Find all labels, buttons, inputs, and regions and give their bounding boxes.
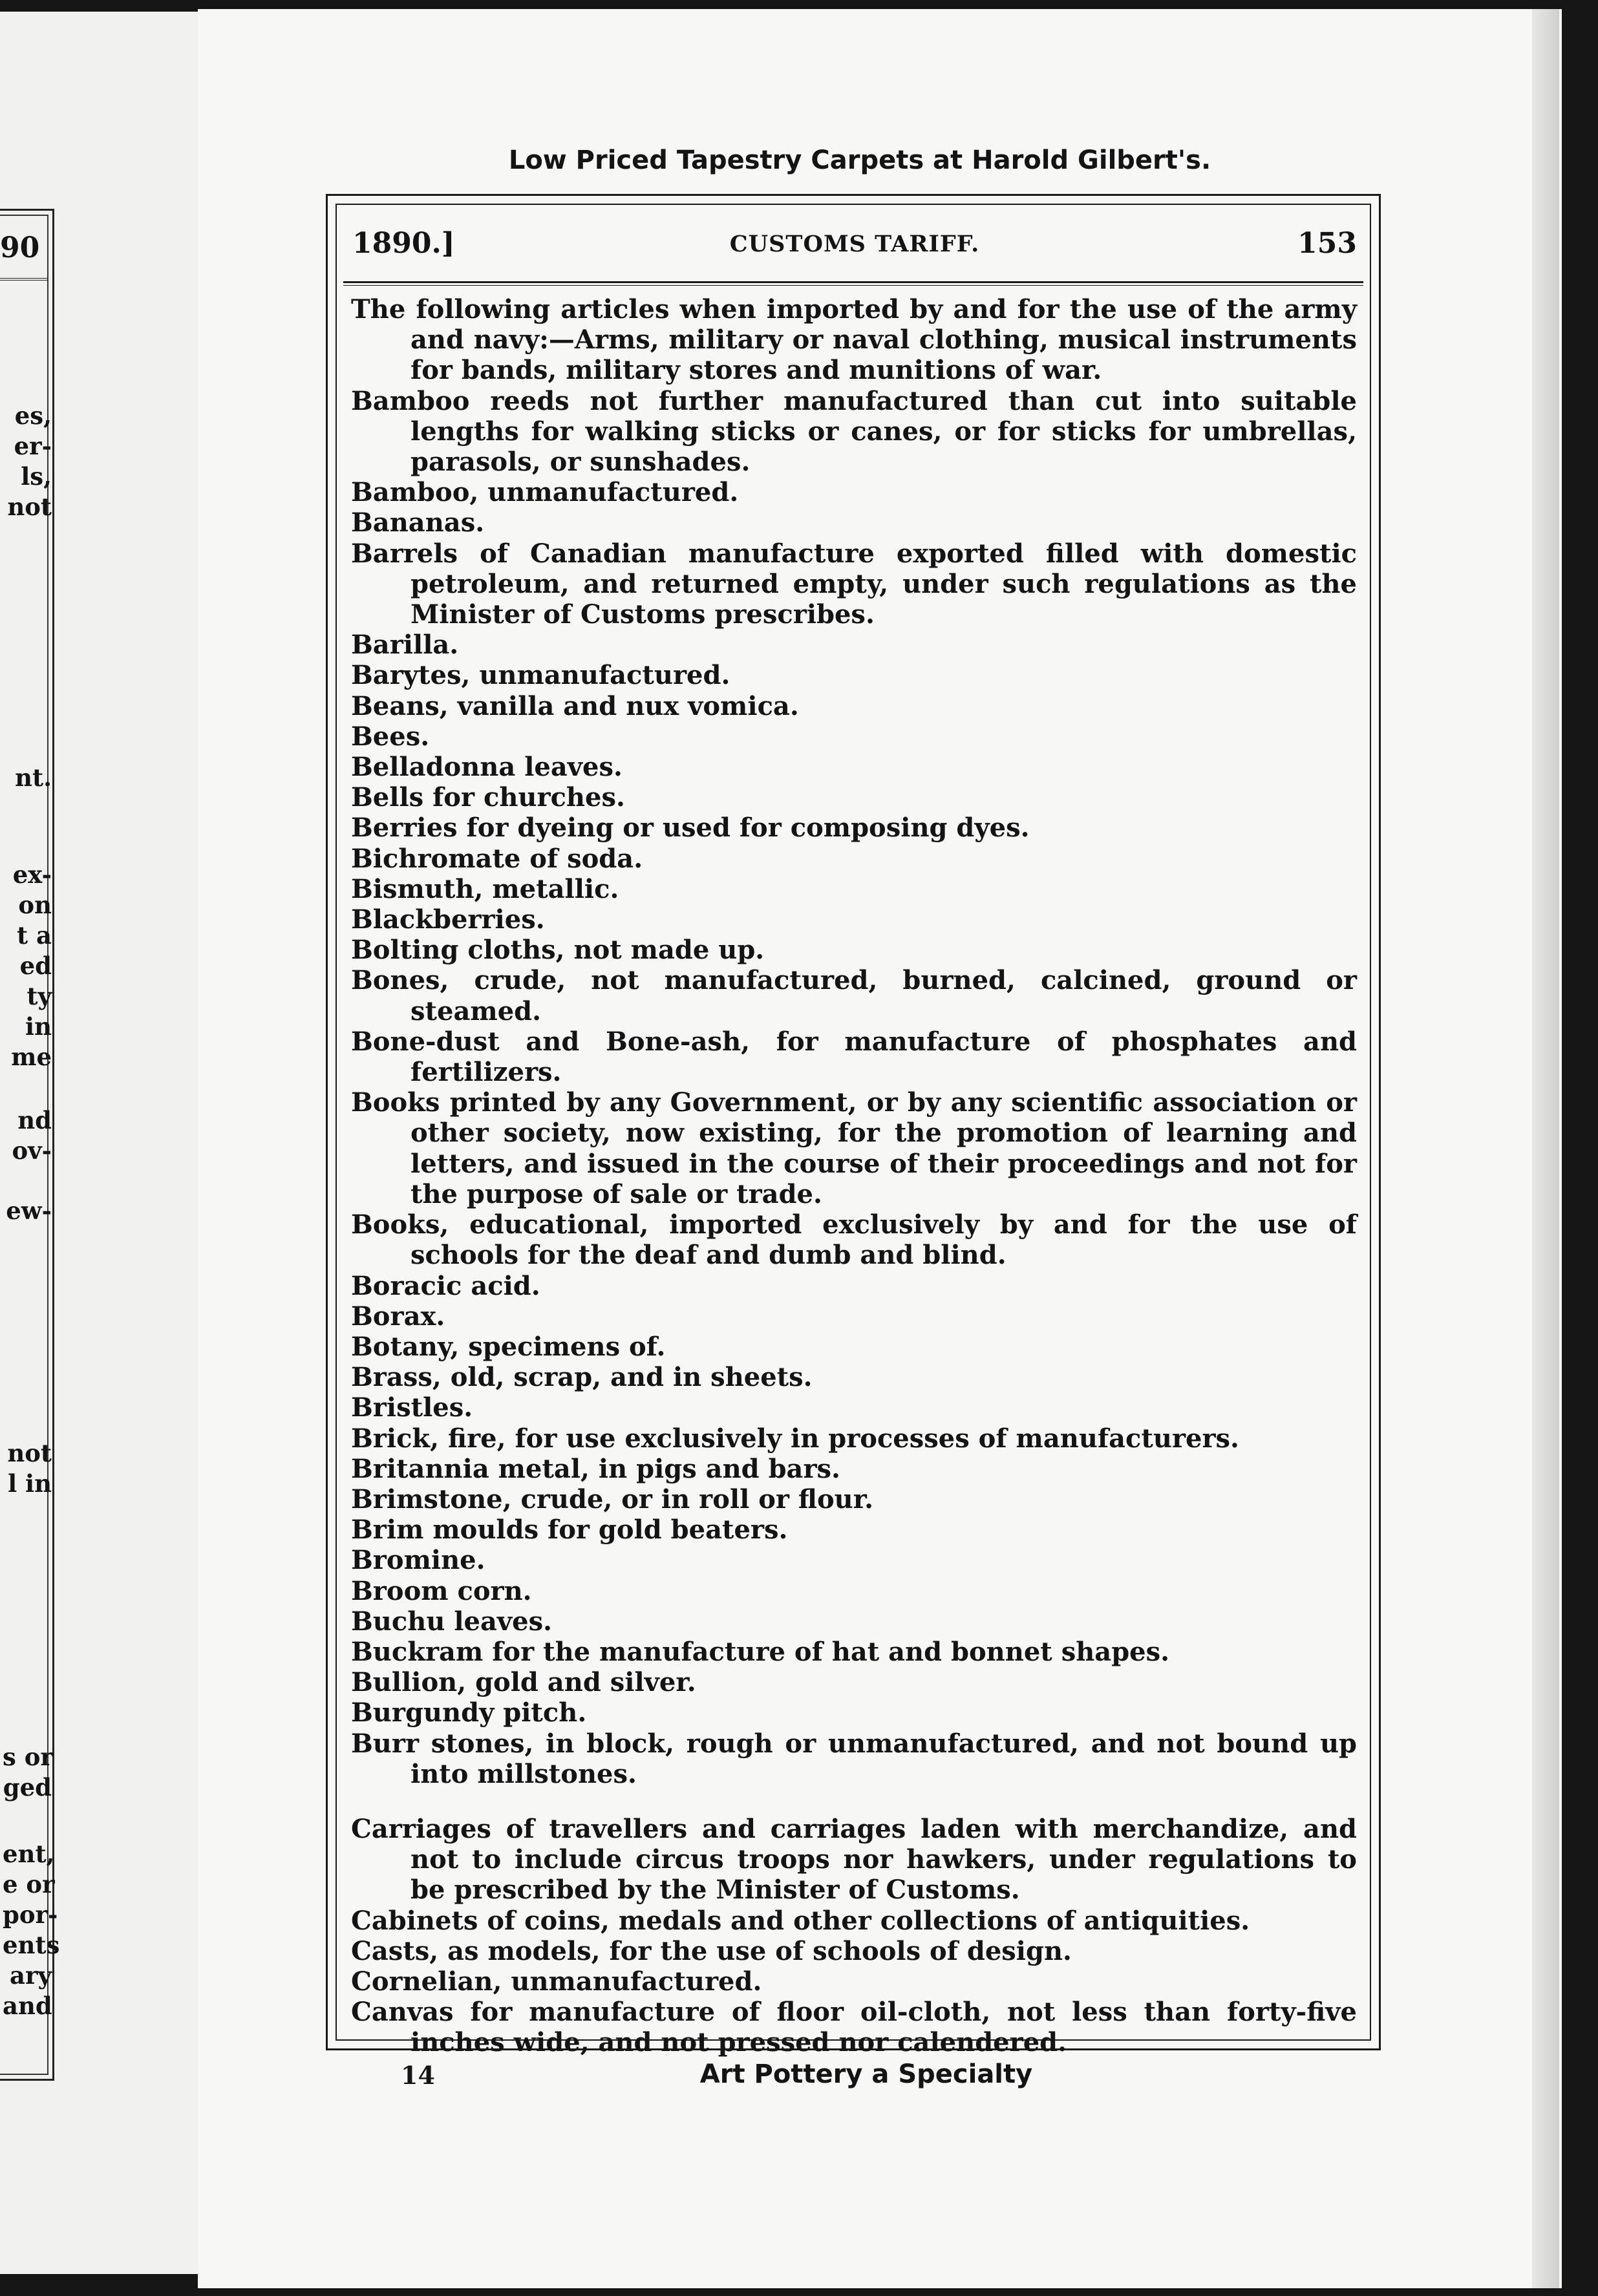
- left-page-text-fragment: ent,: [3, 1840, 55, 1868]
- left-page-text-fragment: in: [25, 1012, 52, 1041]
- tariff-entry: Bromine.: [351, 1545, 485, 1576]
- tariff-entry: Burr stones, in block, rough or unmanufactured, and not bound up into millstones.: [351, 1728, 1357, 1789]
- tariff-entry: Boracic acid.: [351, 1270, 540, 1301]
- tariff-entry: Brimstone, crude, or in roll or flour.: [351, 1483, 874, 1515]
- header-title: CUSTOMS TARIFF.: [729, 231, 980, 257]
- left-page-text-fragment: ex-: [12, 860, 52, 889]
- tariff-entry: Bristles.: [351, 1392, 473, 1423]
- tariff-entry: Bullion, gold and silver.: [351, 1667, 696, 1698]
- footer-number: 14: [401, 2061, 435, 2090]
- tariff-entry: Blackberries.: [351, 904, 545, 935]
- footer-advert: Art Pottery a Specialty: [699, 2059, 1033, 2089]
- page-header: [352, 227, 1357, 266]
- left-page-text-fragment: ov-: [12, 1136, 52, 1165]
- tariff-entry: Cabinets of coins, medals and other collections of antiquities.: [351, 1905, 1250, 1936]
- tariff-entry: Bolting cloths, not made up.: [351, 935, 765, 966]
- header-year: 1890.]: [352, 227, 455, 260]
- left-page-text-fragment: por-: [3, 1900, 58, 1929]
- page-frame-inner: [336, 204, 1371, 2058]
- tariff-entry: Beans, vanilla and nux vomica.: [351, 690, 799, 721]
- tariff-entry: Borax.: [351, 1301, 445, 1332]
- left-page-text-fragment: ew-: [6, 1196, 52, 1225]
- left-page-text-fragment: nd: [17, 1106, 52, 1134]
- tariff-entry: Casts, as models, for the use of schools of design.: [351, 1935, 1072, 1966]
- left-page-text-fragment: es,: [14, 401, 52, 430]
- page-frame: [326, 194, 1381, 2058]
- left-page-text-fragment: ls,: [21, 462, 52, 491]
- tariff-entry: Buckram for the manufacture of hat and bonnet shapes.: [351, 1636, 1170, 1667]
- left-page-text-fragment: not: [7, 1439, 52, 1467]
- left-page-text-fragment: ary: [10, 1961, 52, 1990]
- tariff-entry: Canvas for manufacture of floor oil-cloth, not less than forty-five inches wide, and not pressed nor calendered.: [351, 1997, 1357, 2058]
- header-page-number: 153: [1297, 227, 1357, 260]
- tariff-entry: Brass, old, scrap, and in sheets.: [351, 1362, 813, 1393]
- left-page-text-fragment: er-: [14, 432, 52, 460]
- left-page-text-fragment: e or: [3, 1870, 55, 1898]
- left-page-text-fragment: ty: [27, 982, 52, 1010]
- left-page-text-fragment: not: [7, 493, 52, 521]
- facing-page-left: [0, 12, 208, 2274]
- tariff-entry: Burgundy pitch.: [351, 1697, 587, 1728]
- tariff-entry: Bells for churches.: [351, 782, 625, 813]
- tariff-entry: Bamboo reeds not further manufactured than cut into suitable lengths for walking sticks or canes, or for sticks for umbrellas, parasols, or sunshades.: [351, 385, 1357, 478]
- tariff-entry: Barytes, unmanufactured.: [351, 660, 730, 691]
- left-page-text-fragment: ents: [3, 1931, 60, 1959]
- left-page-text-fragment: and: [3, 1992, 52, 2020]
- left-page-number: 90: [0, 231, 40, 264]
- tariff-entry: Bones, crude, not manufactured, burned, calcined, ground or steamed.: [351, 965, 1357, 1026]
- left-page-rule: [0, 278, 48, 281]
- tariff-entry: Buchu leaves.: [351, 1606, 553, 1637]
- tariff-entry: Barrels of Canadian manufacture exported filled with domestic petroleum, and returned empty, under such regulations as the Minister of Customs prescribes.: [351, 538, 1357, 630]
- tariff-entry: Berries for dyeing or used for composing dyes.: [351, 813, 1030, 844]
- left-page-text-fragment: ed: [19, 951, 52, 980]
- tariff-entry: Bichromate of soda.: [351, 843, 643, 874]
- left-page-text-fragment: nt.: [15, 763, 52, 792]
- tariff-entry: The following articles when imported by and for the use of the army and navy:—Arms, military or naval clothing, musical instruments for bands, military stores and munitions of war.: [351, 294, 1357, 386]
- left-page-text-fragment: me: [11, 1043, 52, 1071]
- tariff-entry: Brim moulds for gold beaters.: [351, 1515, 788, 1546]
- left-page-text-fragment: ged: [3, 1773, 52, 1802]
- tariff-entry: Bamboo, unmanufactured.: [351, 477, 739, 508]
- header-rule: [343, 281, 1363, 286]
- tariff-entry: Bananas.: [351, 507, 485, 538]
- left-page-text-fragment: t a: [17, 921, 52, 950]
- tariff-entry: Books, educational, imported exclusively by and for the use of schools for the deaf and dumb and blind.: [351, 1209, 1357, 1271]
- tariff-entry: Belladonna leaves.: [351, 752, 623, 783]
- tariff-entry: Bismuth, metallic.: [351, 873, 619, 904]
- tariff-entry: Britannia metal, in pigs and bars.: [351, 1453, 840, 1484]
- tariff-entries: [351, 294, 1357, 2058]
- tariff-entry: Botany, specimens of.: [351, 1331, 666, 1362]
- left-page-text-fragment: on: [18, 891, 52, 919]
- tariff-entry: Barilla.: [351, 630, 459, 661]
- running-head-advert: Low Priced Tapestry Carpets at Harold Gilbert's.: [508, 145, 1211, 175]
- tariff-entry: Brick, fire, for use exclusively in processes of manufacturers.: [351, 1423, 1239, 1454]
- tariff-entry: Books printed by any Government, or by any scientific association or other society, now existing, for the promotion of learning and letters, and issued in the course of their proceedings and not for the purpose of sale or trade.: [351, 1087, 1357, 1209]
- left-page-text-fragment: s or: [3, 1743, 53, 1771]
- tariff-entry: Carriages of travellers and carriages laden with merchandize, and not to include circus troops nor hawkers, under regulations to be prescribed by the Minister of Customs.: [351, 1813, 1357, 1906]
- page-edge: [1532, 9, 1559, 2288]
- tariff-entry: Broom corn.: [351, 1575, 532, 1606]
- tariff-entry: Bees.: [351, 721, 430, 752]
- left-page-text-fragment: l in: [8, 1469, 52, 1498]
- tariff-entry: Cornelian, unmanufactured.: [351, 1966, 762, 1997]
- tariff-entry: Bone-dust and Bone-ash, for manufacture of phosphates and fertilizers.: [351, 1026, 1357, 1088]
